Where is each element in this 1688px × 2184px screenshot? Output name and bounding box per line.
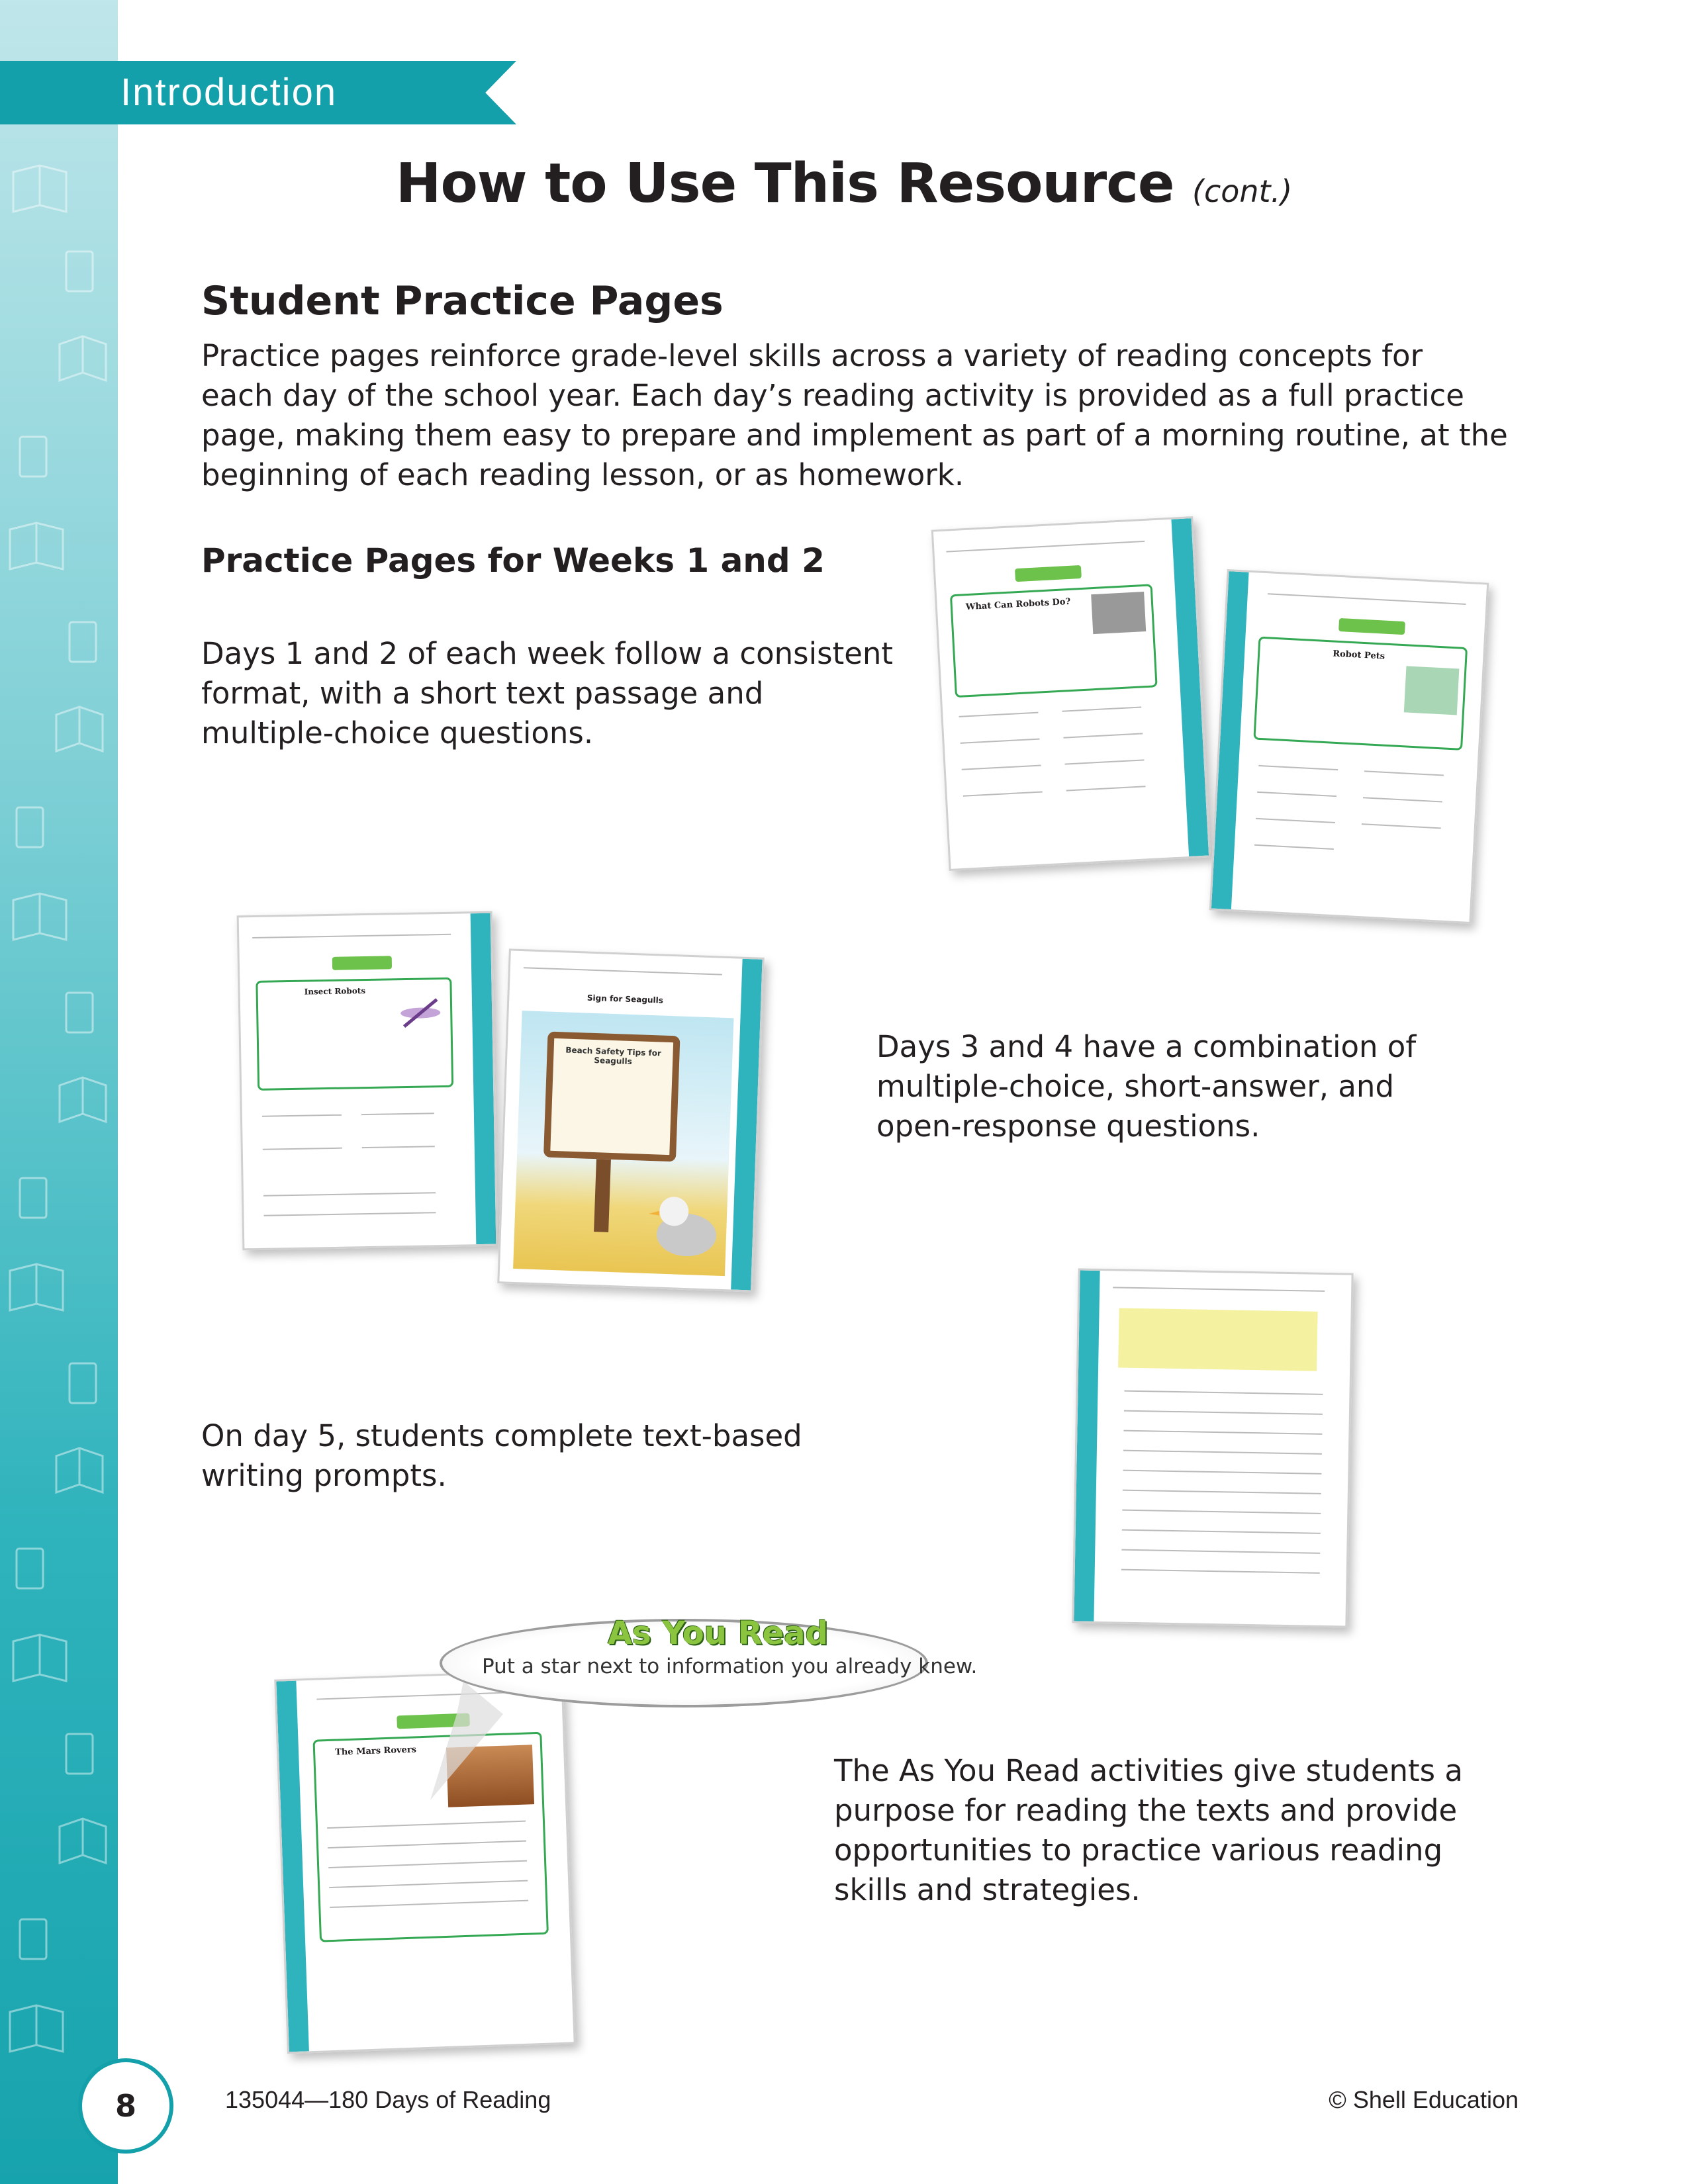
page-number: 8: [78, 2058, 173, 2154]
section-heading: Student Practice Pages: [201, 278, 724, 324]
intro-line: page, making them easy to prepare and implement as part of a morning routine, at the: [201, 418, 1508, 453]
pet-photo: [1404, 666, 1460, 715]
section-tab: Introduction: [120, 71, 338, 114]
footer-product: 135044—180 Days of Reading: [225, 2086, 551, 2113]
callout-title: As You Read: [608, 1615, 828, 1652]
callout-text: Put a star next to information you already knew.: [482, 1655, 978, 1678]
thumb-title: What Can Robots Do?: [965, 596, 1071, 613]
asyouread-line: opportunities to practice various reading: [834, 1833, 1443, 1868]
days12-line: format, with a short text passage and: [201, 676, 764, 711]
dragonfly-icon: [397, 993, 444, 1033]
day5-line: writing prompts.: [201, 1458, 447, 1493]
beach-scene: [513, 1011, 733, 1276]
thumbnail-robot-pets: [1209, 569, 1489, 924]
thumb-sign-title: Beach Safety Tips for Seagulls: [565, 1045, 662, 1067]
seagull-icon: [646, 1187, 722, 1263]
wooden-sign: [543, 1032, 680, 1162]
decorative-sidebar: [0, 0, 118, 2184]
intro-line: each day of the school year. Each day’s reading activity is provided as a full practice: [201, 378, 1464, 413]
thumbnail-writing-prompt: [1072, 1268, 1353, 1627]
asyouread-line: skills and strategies.: [834, 1872, 1141, 1907]
book-pattern-icon: [0, 0, 118, 2184]
page-title: [0, 152, 1688, 215]
rover-photo: [446, 1745, 534, 1807]
asyouread-line: The As You Read activities give students a: [834, 1753, 1463, 1788]
thumbnail-robots: [931, 516, 1211, 871]
asyouread-line: purpose for reading the texts and provide: [834, 1793, 1458, 1828]
thumb-title: The Mars Rovers: [334, 1745, 417, 1758]
day5-line: On day 5, students complete text-based: [201, 1418, 802, 1453]
thumbnail-mars-rovers: [274, 1670, 575, 2054]
sign-post: [594, 1159, 611, 1232]
days34-line: multiple-choice, short-answer, and: [876, 1069, 1395, 1104]
prompt-box: [1118, 1308, 1318, 1371]
intro-line: Practice pages reinforce grade-level skills across a variety of reading concepts for: [201, 338, 1423, 373]
intro-paragraph: [201, 336, 1508, 495]
robot-photo: [1091, 592, 1146, 634]
thumb-title: Sign for Seagulls: [586, 993, 664, 1005]
thumbnail-insect-robots: [237, 911, 498, 1251]
days34-line: open-response questions.: [876, 1109, 1260, 1144]
days12-line: multiple-choice questions.: [201, 715, 594, 751]
days34-line: Days 3 and 4 have a combination of: [876, 1029, 1417, 1064]
days-3-4-paragraph: [876, 1027, 1416, 1146]
page-title-suffix: (cont.): [1192, 173, 1293, 209]
days-1-2-paragraph: [201, 634, 893, 753]
thumb-title: Robot Pets: [1332, 649, 1385, 662]
intro-line: beginning of each reading lesson, or as homework.: [201, 457, 964, 492]
page-title-text: How to Use This Resource: [395, 152, 1174, 215]
days12-line: Days 1 and 2 of each week follow a consistent: [201, 636, 894, 671]
as-you-read-paragraph: [834, 1751, 1463, 1910]
footer-copyright: © Shell Education: [1329, 2086, 1519, 2113]
thumb-title: Insect Robots: [304, 986, 366, 997]
subheading: Practice Pages for Weeks 1 and 2: [201, 541, 825, 580]
day-5-paragraph: [201, 1416, 802, 1496]
thumbnail-seagulls: [497, 948, 764, 1292]
